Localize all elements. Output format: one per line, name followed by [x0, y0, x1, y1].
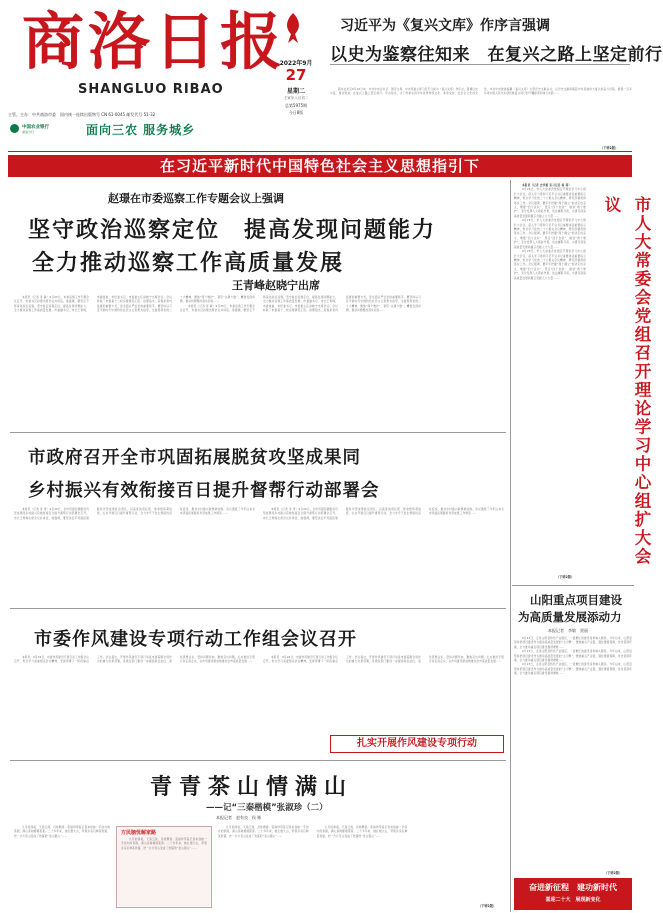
right-article-headline-line1: 山阳重点项目建设 — [530, 593, 622, 607]
right-column-text: 9月26日，市人大常委会党组召开理论学习中心组扩大会议，深入学习贯彻习近平总书记重要讲话重要指示精神，传达学习党的二十大相关会议精神，研究部署贯彻落实工作。会议强调，要牢牢把握“两个确立”的决定性意义，增强“四个意识”、坚定“四个自信”、做到“两个维护”，充分发挥人大职能作用，依法履职尽责，为谱写商洛高质量发展新篇章贡献人大力量…… — [514, 188, 586, 218]
date-year-month: 2022年9月 — [279, 60, 313, 67]
right-article-text: 9月23日，走进山阳县特色产业园区，一派繁忙的建设景象映入眼帘。今年以来，山阳县坚持把项目建设作为推动高质量发展的“主引擎”，聚焦重点产业链，强化要素保障，优化营商环境，全力推动重点项目建设提速增效…… — [514, 637, 632, 649]
right-bottom-banner-line2: 喜迎二十大 展现新变化 — [545, 897, 601, 903]
date-lunar: 壬寅年八月初二 — [283, 96, 309, 100]
article2-headline-line1: 市政府召开全市巩固拓展脱贫攻坚成果同 — [28, 448, 361, 468]
right-article-text-cont2: 9月23日，走进山阳县特色产业园区，一派繁忙的建设景象映入眼帘。今年以来，山阳县坚持把项目建设作为推动高质量发展的“主引擎”，聚焦重点产业链，强化要素保障，优化营商环境，全力推动重点项目建设提速增效…… — [514, 663, 632, 676]
right-bottom-banner-line1: 奋进新征程 建功新时代 — [529, 883, 617, 892]
article3-text: 本报讯 9月26日，市委作风建设专项行动工作组会议召开，传达学习省委相关会议精神，安排部署下一阶段重点工作。会议指出，开展作风建设专项行动是市委着眼全局作出的重大决策部署，各级各部门要进一步提高政治站位，深化思想认识，坚持问题导向，聚焦突出问题，扎实推进专项行动走深走实，以作风建设新成效推动全市高质量发展…… — [14, 656, 255, 664]
top-story-headline: 以史为鉴察往知来 在复兴之路上坚定前行 — [330, 45, 663, 65]
article3-stamp-text: 扎实开展作风建设专项行动 — [357, 738, 477, 749]
issue-number: 总第5975期 — [284, 103, 308, 108]
right-column-text-cont2: 9月26日，市人大常委会党组召开理论学习中心组扩大会议，深入学习贯彻习近平总书记重要讲话重要指示精神，传达学习党的二十大相关会议精神，研究部署贯彻落实工作。会议强调，要牢牢把握“两个确立”的决定性意义，增强“四个意识”、坚定“四个自信”、做到“两个维护”，充分发挥人大职能作用，依法履职尽责，为谱写商洛高质量发展新篇章贡献人大力量…… — [514, 250, 586, 280]
right-column-continued: （下转2版） — [556, 575, 575, 579]
date-emblem-icon — [282, 12, 304, 44]
right-article-body — [514, 637, 632, 873]
article4-headline: 青青茶山情满山 — [150, 775, 354, 800]
article1-text-cont: 本报讯（记者 李 敏）9月25日，市委巡察工作专题会议召开，市委书记赵璟出席会议并讲话。他强调，要坚定不移深化政治巡察，坚守政治巡察定位，提高发现问题能力，全力推动巡察工作高质量发展。市委副书记、市长王青峰，市委常委、市纪委书记、市监委主任赵晓宁出席会议。会议听取了市委第十二轮巡察情况汇报。赵璟指出，巡察是党内监督的重要方式，是全面从严治党的重要抓手。要坚持以习近平新时代中国特色社会主义思想为指导，全面贯彻党的二十大精神，聚焦“两个维护”，紧盯“关键少数”，精准发现问题，推动问题整改落实到位…… — [180, 296, 421, 313]
article4-box — [116, 826, 212, 908]
top-story-continued: （下转2版） — [600, 146, 619, 150]
top-story-kicker: 习近平为《复兴文库》作序言强调 — [340, 18, 550, 34]
sponsor-name: 中国农业银行 — [22, 125, 49, 130]
article4-subhead: ——记“三秦楷模”张淑珍（二） — [206, 803, 328, 813]
article3-text-cont: 本报讯 9月26日，市委作风建设专项行动工作组会议召开，传达学习省委相关会议精神，安排部署下一阶段重点工作。会议指出，开展作风建设专项行动是市委着眼全局作出的重大决策部署，各级各部门要进一步提高政治站位，深化思想认识，坚持问题导向，聚焦突出问题，扎实推进专项行动走深走实，以作风建设新成效推动全市高质量发展…… — [263, 656, 504, 664]
sponsor-slogan: 面向三农 服务城乡 — [86, 123, 196, 137]
article4-text-a: 九月的商南，天高云淡，丹桂飘香。张淑珍带着记者来到她一手创办的茶园，满山茶树郁郁葱葱。二十多年来，她扎根大山，带领乡亲们种茶致富，把一片片荒山变成了致富的“金山银山”…… — [14, 826, 110, 838]
article1-text: 本报讯（记者 李 敏）9月25日，市委巡察工作专题会议召开，市委书记赵璟出席会议并讲话。他强调，要坚定不移深化政治巡察，坚守政治巡察定位，提高发现问题能力，全力推动巡察工作高质量发展。市委副书记、市长王青峰，市委常委、市纪委书记、市监委主任赵晓宁出席会议。会议听取了市委第十二轮巡察情况汇报。赵璟指出，巡察是党内监督的重要方式，是全面从严治党的重要抓手。要坚持以习近平新时代中国特色社会主义思想为指导，全面贯彻党的二十大精神，聚焦“两个维护”，紧盯“关键少数”，精准发现问题，推动问题整改落实到位…… — [14, 296, 255, 313]
article1-headline-line2: 全力推动巡察工作高质量发展 — [32, 251, 345, 276]
issue-pages: 今日8版 — [288, 110, 304, 115]
publisher-line: 主管、主办：中共商洛市委 国内统一连续出版物号 CN 61-0045 邮发代号 51-32 — [8, 112, 156, 117]
article2-headline-line2: 乡村振兴有效衔接百日提升督帮行动部署会 — [28, 481, 380, 501]
article2-body — [14, 508, 504, 590]
slogan-banner — [8, 155, 632, 177]
right-column-byline: 本报讯（记者 史华毅 见习记者 杨 莉） — [522, 184, 572, 187]
article4-text-c: 九月的商南，天高云淡，丹桂飘香。张淑珍带着记者来到她一手创办的茶园，满山茶树郁郁葱葱。二十多年来，她扎根大山，带领乡亲们种茶致富，把一片片荒山变成了致富的“金山银山”…… — [218, 826, 309, 838]
newspaper-logo: 商洛日报 — [22, 5, 287, 78]
article2-text: 本报讯（记者 李 雪）9月26日，全市巩固拓展脱贫攻坚成果同乡村振兴有效衔接百日提升督帮行动部署会召开。市长王青峰出席会议并讲话，他强调，要坚决扛牢巩固拓展脱贫攻坚成果政治责任，以高度的责任感、使命感和紧迫感，扎实开展百日提升督帮行动，全力守牢不发生规模性返贫底线，推动乡村振兴取得新成效。会议通报了今年以来全市巩固拓展脱贫攻坚成果工作情况…… — [14, 508, 255, 520]
article4-text-d: 九月的商南，天高云淡，丹桂飘香。张淑珍带着记者来到她一手创办的茶园，满山茶树郁郁葱葱。二十多年来，她扎根大山，带领乡亲们种茶致富，把一片片荒山变成了致富的“金山银山”…… — [316, 826, 408, 838]
article4-body-right — [218, 826, 506, 908]
masthead — [0, 0, 663, 152]
right-article-text-cont: 9月23日，走进山阳县特色产业园区，一派繁忙的建设景象映入眼帘。今年以来，山阳县坚持把项目建设作为推动高质量发展的“主引擎”，聚焦重点产业链，强化要素保障，优化营商环境，全力推动重点项目建设提速增效…… — [514, 650, 632, 663]
date-weekday: 星期二 — [286, 88, 305, 95]
right-column-body — [514, 184, 586, 574]
sponsor-logo-icon — [10, 124, 19, 133]
right-bottom-banner — [514, 878, 632, 910]
article2-text-cont: 本报讯（记者 李 雪）9月26日，全市巩固拓展脱贫攻坚成果同乡村振兴有效衔接百日提升督帮行动部署会召开。市长王青峰出席会议并讲话，他强调，要坚决扛牢巩固拓展脱贫攻坚成果政治责任，以高度的责任感、使命感和紧迫感，扎实开展百日提升督帮行动，全力守牢不发生规模性返贫底线，推动乡村振兴取得新成效。会议通报了今年以来全市巩固拓展脱贫攻坚成果工作情况…… — [263, 508, 504, 520]
right-column-text-cont: 9月26日，市人大常委会党组召开理论学习中心组扩大会议，深入学习贯彻习近平总书记重要讲话重要指示精神，传达学习党的二十大相关会议精神，研究部署贯彻落实工作。会议强调，要牢牢把握“两个确立”的决定性意义，增强“四个意识”、坚定“四个自信”、做到“两个维护”，充分发挥人大职能作用，依法履职尽责，为谱写商洛高质量发展新篇章贡献人大力量…… — [514, 219, 586, 249]
article1-body — [14, 296, 504, 414]
article3-stamp — [330, 735, 504, 753]
newspaper-logo-pinyin: SHANGLUO RIBAO — [78, 82, 224, 97]
article4-body-left — [14, 826, 110, 908]
article4-box-kicker: 方民脑忧解家路 — [121, 830, 157, 836]
article4-continued: （下转2版） — [478, 904, 497, 908]
right-column-vertical-title: 市人大常委会党组召开理论学习中心组扩大会议 — [602, 196, 651, 566]
top-story-text: 新华社北京9月26日电 中共中央总书记、国家主席、中央军委主席习近平日前为《复兴文库》作序言，强调以史为鉴、察往知来，在复兴之路上坚定前行。序言指出，为了传承弘扬中华优秀传统文化、革命文化、社会主义先进文化，中共中央批准编纂《复兴文库》大型历史文献丛书，以历史文献串联起中华民族伟大复兴的奋斗历程，展现一百多年来中国人民为实现民族复兴进行的不懈探索和伟大实践…… — [330, 88, 632, 96]
sponsor-sub: 商洛分行 — [22, 130, 35, 134]
article4-text-b: 九月的商南，天高云淡，丹桂飘香。张淑珍带着记者来到她一手创办的茶园，满山茶树郁郁葱葱。二十多年来，她扎根大山，带领乡亲们种茶致富，把一片片荒山变成了致富的“金山银山”…… — [121, 838, 207, 850]
right-article-byline: 本报记者 李敏 贾丽 — [548, 628, 588, 633]
slogan-banner-text: 在习近平新时代中国特色社会主义思想指引下 — [159, 157, 480, 175]
date-day: 27 — [285, 66, 307, 84]
right-article-continued: （下转2版） — [604, 871, 623, 875]
article1-subhead: 王青峰赵晓宁出席 — [232, 279, 320, 292]
article3-headline: 市委作风建设专项行动工作组会议召开 — [34, 629, 357, 650]
right-article-headline-line2: 为高质量发展添动力 — [518, 610, 622, 624]
article1-headline-line1: 坚守政治巡察定位 提高发现问题能力 — [28, 218, 437, 243]
article1-kicker: 赵璟在市委巡察工作专题会议上强调 — [108, 192, 284, 205]
article4-byline: 本报记者 赵有良 侯 彬 — [216, 815, 262, 820]
top-story-body — [330, 88, 632, 148]
